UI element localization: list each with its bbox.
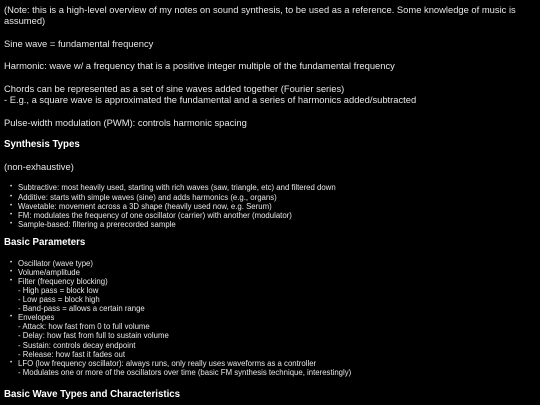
- wave-types-heading: Basic Wave Types and Characteristics: [4, 389, 181, 400]
- envelope-sub-item: - Attack: how fast from 0 to full volume: [18, 322, 150, 332]
- list-item: • Envelopes - Attack: how fast from 0 to full volume - Delay: how fast from full to sustain volume - Sustain: controls decay endpoint - Release: how fast it fades out: [18, 313, 532, 359]
- list-item: • Volume/amplitude: [10, 267, 80, 277]
- list-item: • Additive: starts with simple waves (sine) and adds harmonics (e.g., organs): [10, 192, 277, 202]
- bullet-icon: •: [10, 268, 13, 275]
- bullet-icon: •: [10, 277, 13, 284]
- basic-parameters-heading: Basic Parameters: [4, 236, 86, 248]
- list-item: • Sample-based: filtering a prerecorded sample: [10, 219, 176, 229]
- filter-sub-item: - Low pass = block high: [18, 295, 100, 305]
- filter-sub-item: - Band-pass = allows a certain range: [18, 304, 145, 314]
- chords-paragraph: [4, 83, 532, 106]
- synthesis-types-list: [4, 183, 532, 229]
- bullet-icon: •: [10, 259, 13, 266]
- synthesis-types-heading: Synthesis Types: [4, 139, 80, 151]
- chords-line: Chords can be represented as a set of sine waves added together (Fourier series): [4, 82, 345, 94]
- bullet-icon: •: [10, 202, 13, 209]
- synthesis-note: (non-exhaustive): [4, 160, 74, 172]
- envelope-sub-item: - Delay: how fast from full to sustain volume: [18, 331, 169, 341]
- envelope-sub-item: - Release: how fast it fades out: [18, 349, 126, 359]
- list-item: • Filter (frequency blocking) - High pass = block low - Low pass = block high - Band-pass = allows a certain range: [18, 277, 532, 313]
- bullet-icon: •: [10, 193, 13, 200]
- bullet-icon: •: [10, 314, 13, 321]
- pwm-definition: Pulse-width modulation (PWM): controls harmonic spacing: [4, 116, 247, 128]
- bullet-icon: •: [10, 184, 13, 191]
- list-item: • Wavetable: movement across a 3D shape (heavily used now, e.g. Serum): [10, 201, 272, 211]
- list-item: • LFO (low frequency oscillator): always runs, only really uses waveforms as a controller - Modulates one or more of the oscillators over time (basic FM synthesis technique, interestingly): [18, 359, 532, 377]
- bullet-icon: •: [10, 220, 13, 227]
- list-item: • FM: modulates the frequency of one oscillator (carrier) with another (modulator): [10, 210, 292, 220]
- list-item: • Subtractive: most heavily used, starting with rich waves (saw, triangle, etc) and filtered down: [10, 183, 336, 193]
- bullet-icon: •: [10, 359, 13, 366]
- basic-parameters-list: [4, 259, 532, 377]
- sine-wave-definition: Sine wave = fundamental frequency: [4, 37, 154, 49]
- chords-example-line: - E.g., a square wave is approximated the fundamental and a series of harmonics added/subtracted: [4, 94, 417, 106]
- intro-note: (Note: this is a high-level overview of my notes on sound synthesis, to be used as a reference. Some knowledge of music is assumed): [4, 4, 516, 27]
- bullet-icon: •: [10, 211, 13, 218]
- lfo-sub-item: - Modulates one or more of the oscillators over time (basic FM synthesis technique, interestingly): [18, 367, 352, 377]
- envelope-sub-item: - Sustain: controls decay endpoint: [18, 340, 136, 350]
- harmonic-definition: Harmonic: wave w/ a frequency that is a positive integer multiple of the fundamental frequency: [4, 60, 395, 72]
- list-item: • Oscillator (wave type): [10, 258, 93, 268]
- filter-sub-item: - High pass = block low: [18, 285, 99, 295]
